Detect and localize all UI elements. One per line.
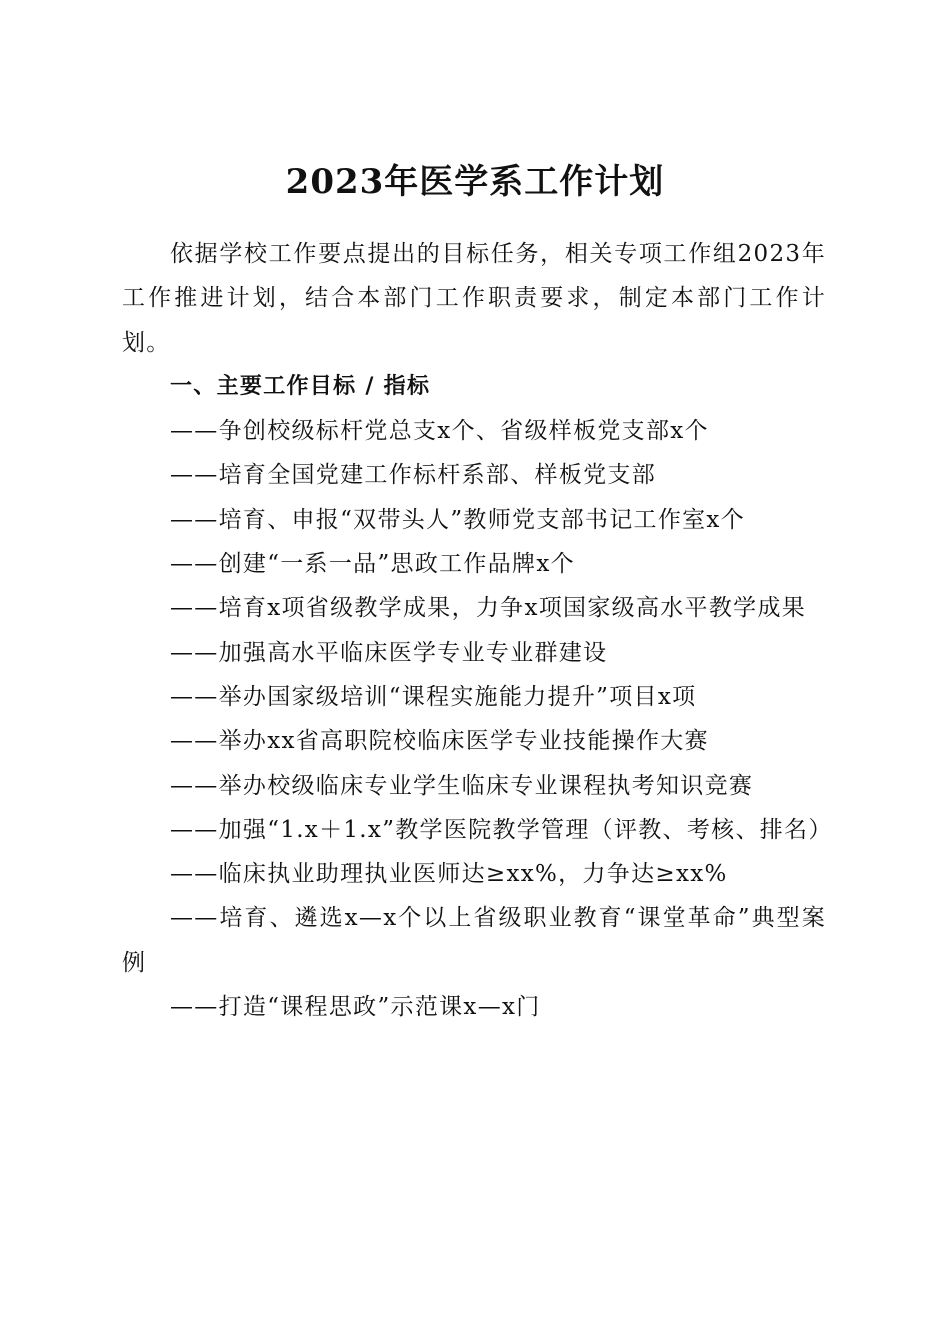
list-item: ——临床执业助理执业医师达≥xx%，力争达≥xx% (170, 861, 728, 888)
list-item: ——举办xx省高职院校临床医学专业技能操作大赛 (170, 728, 709, 755)
list-item: ——举办国家级培训“课程实施能力提升”项目x项 (170, 683, 697, 710)
list-item: ——举办校级临床专业学生临床专业课程执考知识竞赛 (170, 772, 754, 799)
document-body (122, 232, 833, 1029)
list-item: ——加强“1.x＋1.x”教学医院教学管理（评教、考核、排名） (170, 816, 833, 843)
intro-paragraph: 依据学校工作要点提出的目标任务，相关专项工作组2023年工作推进计划，结合本部门工作职责要求，制定本部门工作计划。 (122, 241, 826, 356)
goal-list (122, 409, 833, 1029)
list-item: ——争创校级标杆党总支x个、省级样板党支部x个 (170, 418, 709, 445)
list-item: ——加强高水平临床医学专业专业群建设 (170, 639, 608, 666)
list-item: ——培育x项省级教学成果，力争x项国家级高水平教学成果 (170, 595, 807, 622)
section-heading: 一、主要工作目标 / 指标 (170, 373, 431, 399)
list-item: ——培育、遴选x—x个以上省级职业教育“课堂革命”典型案例 (122, 905, 826, 976)
page-title: 2023年医学系工作计划 (285, 161, 665, 202)
list-item: ——创建“一系一品”思政工作品牌x个 (170, 551, 575, 578)
list-item: ——培育全国党建工作标杆系部、样板党支部 (170, 462, 656, 489)
list-item: ——打造“课程思政”示范课x—x门 (170, 994, 541, 1021)
list-item: ——培育、申报“双带头人”教师党支部书记工作室x个 (170, 506, 745, 533)
